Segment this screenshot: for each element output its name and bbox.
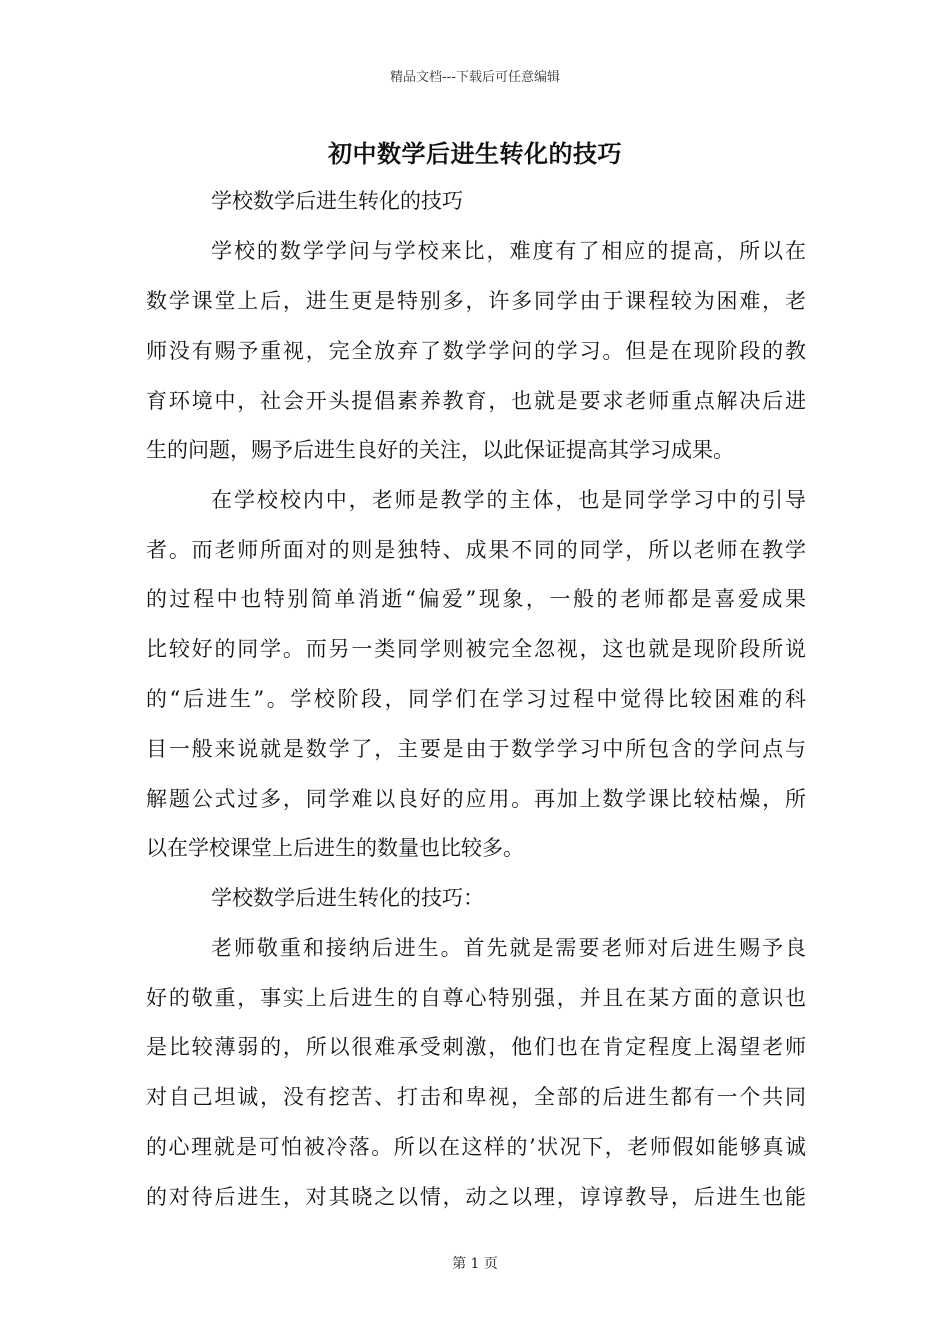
body-line: 在学校校内中，老师是教学的主体，也是同学学习中的引导 [211, 488, 806, 512]
body-line: 的过程中也特别简单消逝“偏爱”现象，一般的老师都是喜爱成果 [146, 587, 806, 611]
page-header: 精品文档---下载后可任意编辑 [389, 70, 561, 85]
section-heading: 学校数学后进生转化的技巧： [211, 886, 484, 910]
body-line: 育环境中，社会开头提倡素养教育，也就是要求老师重点解决后进 [146, 389, 806, 413]
document-title: 初中数学后进生转化的技巧 [328, 139, 622, 168]
body-line: 的“后进生”。学校阶段，同学们在学习过程中觉得比较困难的科 [146, 687, 806, 711]
body-line: 好的敬重，事实上后进生的自尊心特别强，并且在某方面的意识也 [146, 986, 806, 1010]
body-line: 以在学校课堂上后进生的数量也比较多。 [146, 836, 524, 860]
body-line: 学校的数学学问与学校来比，难度有了相应的提高，所以在 [211, 239, 806, 263]
body-line: 数学课堂上后，进生更是特别多，许多同学由于课程较为困难，老 [146, 289, 806, 313]
body-line: 比较好的同学。而另一类同学则被完全忽视，这也就是现阶段所说 [146, 637, 806, 661]
section-heading: 学校数学后进生转化的技巧 [211, 189, 463, 213]
body-line: 师没有赐予重视，完全放弃了数学学问的学习。但是在现阶段的教 [146, 339, 806, 363]
body-line: 目一般来说就是数学了，主要是由于数学学习中所包含的学问点与 [146, 737, 806, 761]
body-line: 老师敬重和接纳后进生。首先就是需要老师对后进生赐予良 [211, 936, 806, 960]
body-line: 是比较薄弱的，所以很难承受刺激，他们也在肯定程度上渴望老师 [146, 1035, 806, 1059]
page-number: 第 1 页 [452, 1256, 498, 1272]
body-line: 生的问题，赐予后进生良好的关注，以此保证提高其学习成果。 [146, 438, 734, 462]
body-line: 对自己坦诚，没有挖苦、打击和卑视，全部的后进生都有一个共同 [146, 1085, 806, 1109]
body-line: 的心理就是可怕被冷落。所以在这样的’状况下，老师假如能够真诚 [146, 1135, 806, 1159]
body-line: 者。而老师所面对的则是独特、成果不同的同学，所以老师在教学 [146, 538, 806, 562]
body-line: 的对待后进生，对其晓之以情，动之以理，谆谆教导，后进生也能 [146, 1185, 806, 1209]
body-line: 解题公式过多，同学难以良好的应用。再加上数学课比较枯燥，所 [146, 787, 806, 811]
